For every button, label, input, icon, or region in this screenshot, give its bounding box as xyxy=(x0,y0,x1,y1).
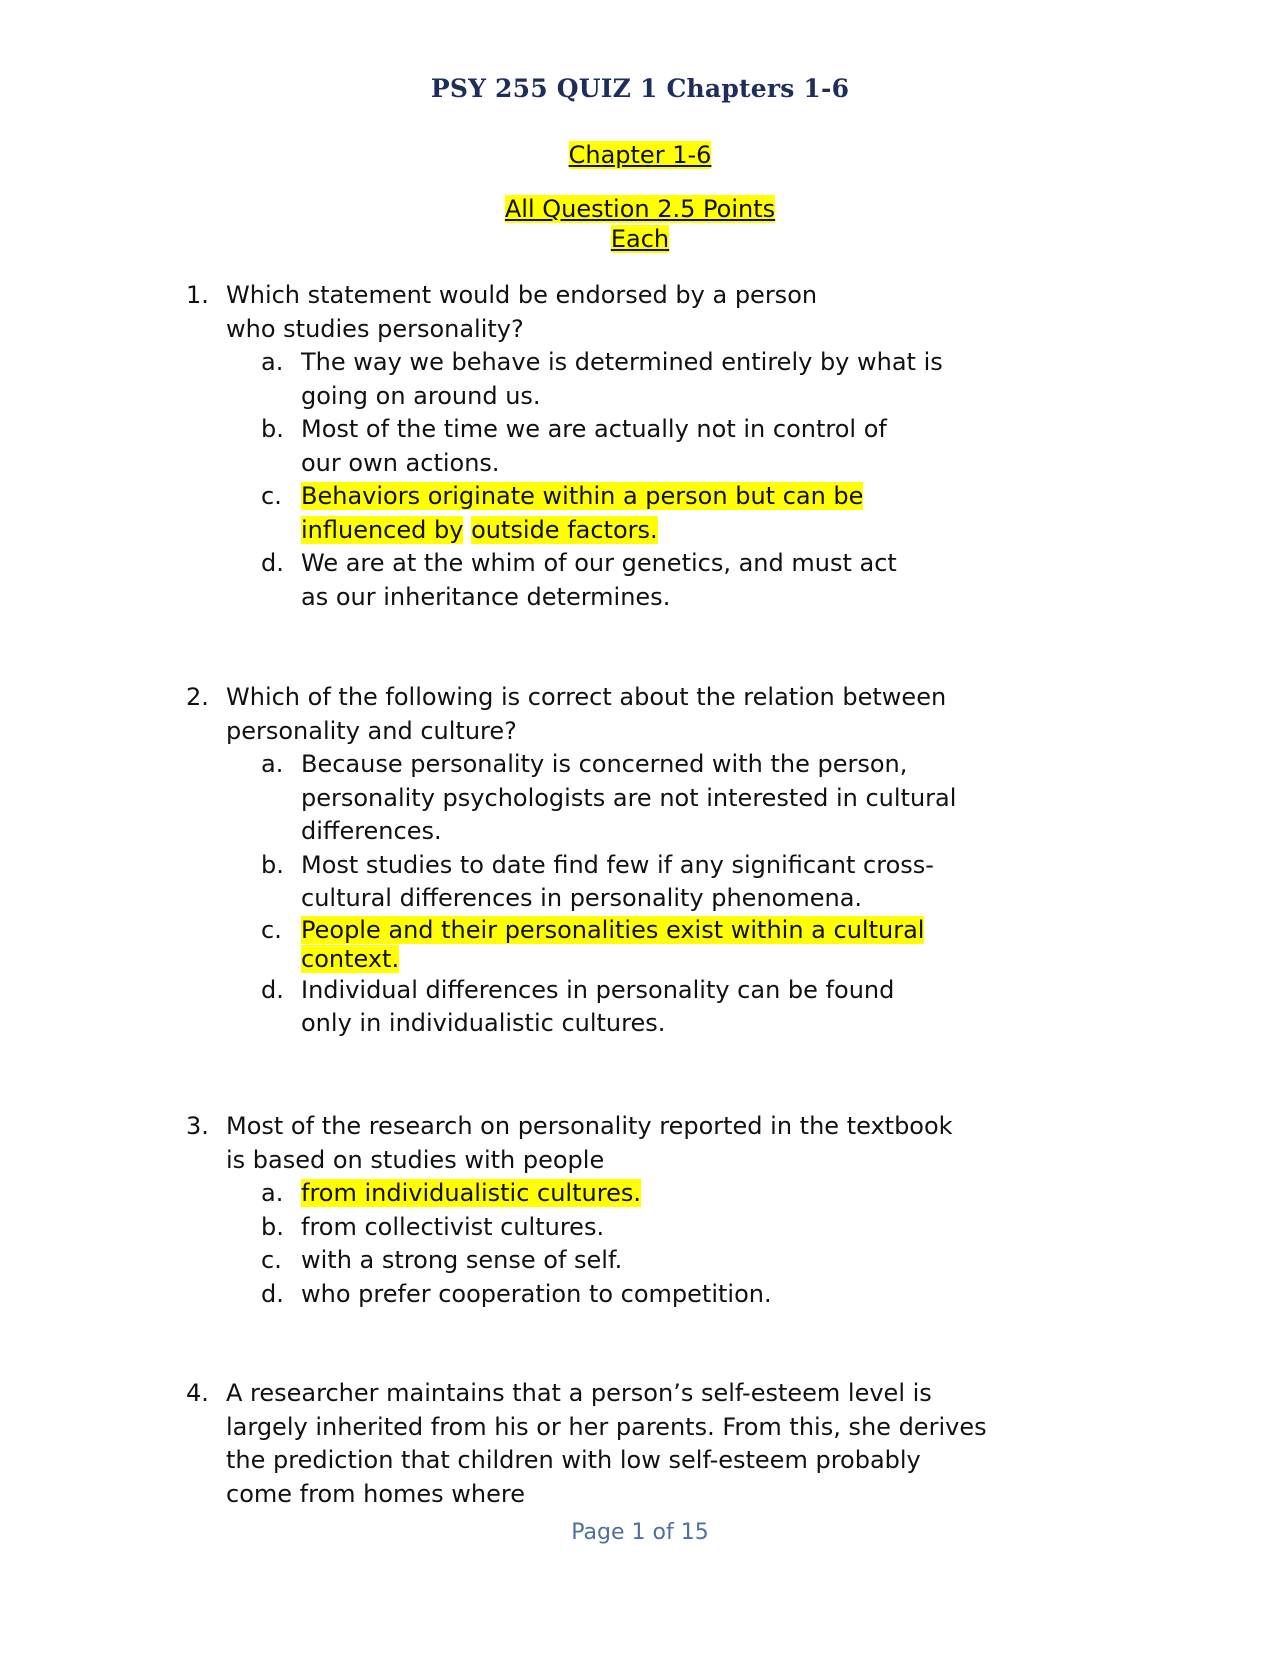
answer-options xyxy=(186,748,1116,1041)
question-4 xyxy=(186,1377,1116,1511)
chapter-label: Chapter 1-6 xyxy=(568,141,712,169)
answer-options xyxy=(186,1177,1116,1311)
question-1 xyxy=(186,279,1116,614)
answer-option-b: b. Most of the time we are actually not in control of our own actions. xyxy=(261,415,887,477)
answer-option-d: d. who prefer cooperation to competition. xyxy=(261,1279,772,1308)
question-2 xyxy=(186,681,1116,1041)
answer-option-c: c. with a strong sense of self. xyxy=(261,1246,623,1274)
page-number: Page 1 of 15 xyxy=(571,1520,709,1545)
question-stem: Which statement would be endorsed by a person who studies personality? xyxy=(226,281,818,343)
points-note xyxy=(0,194,1280,254)
answer-option-c-correct: c. People and their personalities exist within a cultural context. xyxy=(261,915,925,973)
answer-option-b: b. Most studies to date find few if any significant cross- cultural differences in personality phenomena. xyxy=(261,850,934,912)
question-stem: Most of the research on personality reported in the textbook is based on studies with people xyxy=(226,1112,953,1174)
document-title: PSY 255 QUIZ 1 Chapters 1-6 xyxy=(430,74,850,103)
question-number: 4. xyxy=(186,1379,209,1407)
answer-option-a: a. Because personality is concerned with the person, personality psychologists are not interested in cultural differences. xyxy=(261,750,957,845)
answer-option-a: a. The way we behave is determined entirely by what is going on around us. xyxy=(261,348,943,410)
question-number: 1. xyxy=(186,281,209,309)
question-stem: A researcher maintains that a person’s self-esteem level is largely inherited from his or her parents. From this, she derives the prediction that children with low self-esteem probably come from homes where xyxy=(226,1379,987,1508)
question-stem: Which of the following is correct about the relation between personality and culture? xyxy=(226,683,947,745)
answer-option-b: b. from collectivist cultures. xyxy=(261,1212,605,1241)
question-3 xyxy=(186,1110,1116,1311)
points-line-1: All Question 2.5 Points xyxy=(504,195,776,223)
question-number: 3. xyxy=(186,1112,209,1140)
question-number: 2. xyxy=(186,683,209,711)
answer-option-a-correct: a. from individualistic cultures. xyxy=(261,1179,641,1207)
answer-option-d: d. We are at the whim of our genetics, and must act as our inheritance determines. xyxy=(261,549,897,611)
answer-option-c-correct: c. Behaviors originate within a person but can be influenced by outside factors. xyxy=(261,482,864,544)
answer-option-d: d. Individual differences in personality can be found only in individualistic cultures. xyxy=(261,975,895,1037)
chapter-subtitle xyxy=(0,140,1280,170)
points-line-2: Each xyxy=(610,225,670,253)
answer-options xyxy=(186,346,1116,614)
